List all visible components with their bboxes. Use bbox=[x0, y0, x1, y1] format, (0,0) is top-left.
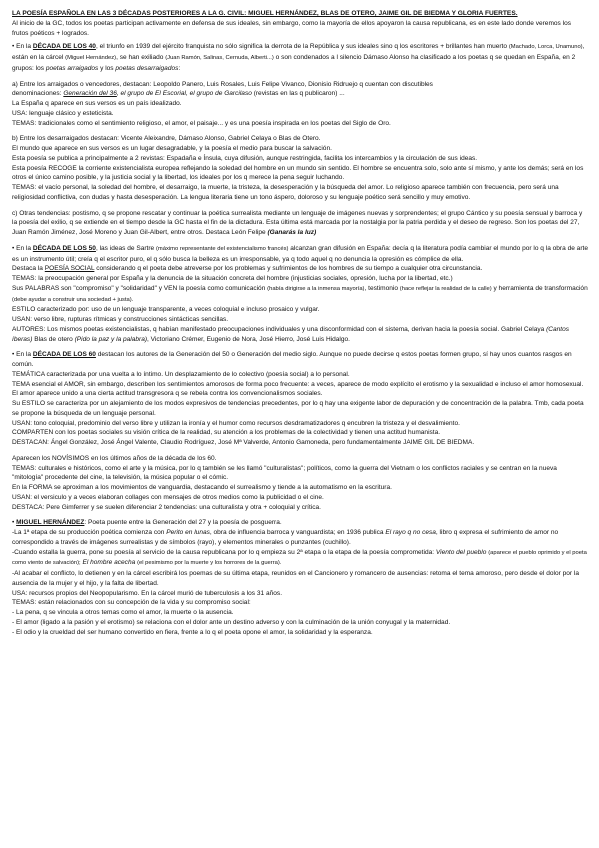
d50-l4d: (hace reflejar la realidad de la calle) bbox=[399, 285, 492, 292]
d60-line-2: TEMA esencial el AMOR, sin embargo, describen los sentimientos amorosos de forma poco frecuente: a veces, aparece de modo explícito el erotismo y la sexualidad e incluso el amor homosexual. El amor aparece unido a una cierta actitud transgresora q se rebela contra los convencionalismos sociales. bbox=[12, 380, 584, 398]
mh-l1a: -La 1ª etapa de su producción poética comienza con bbox=[12, 529, 165, 536]
d50-l4e: y herramienta de transformación bbox=[493, 284, 588, 292]
novisimos-line-2: TEMAS: culturales e históricos, como el arte y la música, por lo q también se les llamó "culturalistas"; políticos, como la guerra del Vietnam o los conflictos raciales y se centran en la nueva "mitología" procedente del cine, la televisión, la música popular o el cómic. bbox=[12, 464, 557, 482]
d40-paren-c: (Juan Ramón, Salinas, Cernuda, Alberti...) bbox=[165, 55, 274, 61]
section-c-tail: (Ganarás la luz) bbox=[267, 229, 317, 236]
bullet: • bbox=[12, 519, 15, 527]
section-c-paragraph bbox=[12, 209, 589, 238]
mh-l1c: , obra de influencia barroca y vanguardista; en 1936 publica bbox=[209, 529, 384, 536]
social-poetry-heading: POESÍA SOCIAL bbox=[44, 265, 95, 273]
d50-l7b: (Cantos íberas) bbox=[12, 325, 570, 343]
d40-text-a: , el triunfo en 1939 del ejército franquista no sólo significa la derrota de la República y sus ideales sino q los escritores + brillantes han muerto bbox=[95, 43, 507, 51]
novisimos-line-1: Aparecen los NOVÍSIMOS en los últimos años de la década de los 60. bbox=[12, 454, 217, 462]
mh-stage-2 bbox=[12, 548, 589, 570]
bullet: • En la bbox=[12, 351, 32, 359]
section-a-line-4: USA: lenguaje clásico y esteticista. bbox=[12, 109, 114, 117]
d60-text-a: destacan los autores de la Generación del 50 o Generación del medio siglo. Aunque no puede decirse q estos poetas formen grupo, sí hay unos cuantos rasgos en común. bbox=[12, 351, 572, 368]
decade-50-paragraph bbox=[12, 244, 589, 265]
section-b-line-4: Esta poesía RECOGE la corriente existencialista europea reflejando la soledad del hombre en un mundo sin sentido. El hombre se encuentra solo, solo ante sí mismo, y ante los demás; será en los otros el único camino posible, y la justicia social y la libertad, los ideales por los q merece la pena seguir luchando. bbox=[12, 164, 584, 182]
d60-line-5: COMPARTEN con los poetas sociales su visión crítica de la realidad, su atención a los problemas de la colectividad y tienen una actitud humanista. bbox=[12, 429, 441, 437]
section-a-line-1: a) Entre los arraigados o vencedores, destacan: Leopoldo Panero, Luis Rosales, Luis Felipe Vivanco, Dionisio Ridruejo q cuentan con discutibles bbox=[12, 80, 433, 88]
mh-themes: TEMAS: están relacionados con su concepción de la vida y su compromiso social: bbox=[12, 599, 251, 607]
bullet: • En la bbox=[12, 43, 32, 51]
d60-line-1: TEMÁTICA caracterizada por una vuelta a lo íntimo. Un desplazamiento de lo colectivo (poesía social) a lo personal. bbox=[12, 370, 350, 378]
d50-text-b: alcanzan gran difusión en España: decía q la literatura podía cambiar el mundo por lo q la obra de arte es un instrumento útil; creía q el escritor puro, el q sólo busca la belleza es un irresponsable, ya q todo aquel q no denuncia la opresión es cómplice de ella. bbox=[12, 244, 588, 263]
mh-l2d: El hombre acecha bbox=[82, 559, 136, 567]
social-poetry-line bbox=[12, 264, 589, 274]
d50-text-a: , las ideas de Sartre bbox=[95, 244, 155, 252]
mh-l1e: , libro q expresa el sufrimiento de amor no correspondido a través de imágenes surrealistas y de símbolos (rayo), y elementos minerales o punzantes (cuchillo). bbox=[12, 529, 559, 546]
d50-paren-a: (máximo representante del existencialismo francés) bbox=[156, 245, 289, 252]
d50-l4c: , testimonio bbox=[364, 284, 398, 292]
d60-line-3: Su ESTILO se caracteriza por un alejamiento de los modos expresivos de tendencias precedentes, por lo q hay una exigente labor de depuración y de concentración de la palabra. Tmb, cada poeta se propone la búsqueda de un lenguaje personal. bbox=[12, 400, 584, 417]
d50-themes: TEMAS: la preocupación general por España y la denuncia de la situación concreta del hombre (injusticias sociales, opresión, lucha por la libertad, etc.) bbox=[12, 275, 453, 282]
d50-l7c: Blas de otero bbox=[34, 335, 73, 343]
section-a-groups: , el grupo de El Escorial, el grupo de Garcilaso bbox=[116, 90, 252, 98]
decade-50-heading: DÉCADA DE LOS 50 bbox=[32, 244, 96, 252]
d40-paren-a: (Machado, Lorca, Unamuno) bbox=[508, 44, 583, 51]
d40-text-c: , se han exiliado bbox=[116, 54, 164, 61]
section-b-line-1: b) Entre los desarraigados destacan: Vicente Aleixandre, Dámaso Alonso, Gabriel Celaya o Blas de Otero. bbox=[12, 135, 321, 143]
page-title bbox=[12, 9, 589, 19]
d50-words bbox=[12, 284, 589, 306]
d50-authors bbox=[12, 325, 589, 345]
section-a-line-5: TEMAS: tradicionales como el sentimiento religioso, el amor, el paisaje... y es una poesía inspirada en los poetas del Siglo de Oro. bbox=[12, 119, 391, 127]
decade-60-heading: DÉCADA DE LOS 60 bbox=[32, 351, 96, 359]
decade-60-paragraph bbox=[12, 350, 589, 370]
bullet: • En la bbox=[12, 244, 32, 252]
decade-40-paragraph bbox=[12, 42, 589, 73]
d40-category-a: poetas arraigados bbox=[45, 64, 99, 72]
d50-l2a: Destaca la bbox=[12, 265, 43, 273]
decade-40-heading: DÉCADA DE LOS 40 bbox=[32, 43, 96, 51]
section-a-line-3: La España q aparece en sus versos es un país idealizado. bbox=[12, 100, 182, 107]
d60-line-6: DESTACAN: Ángel González, José Ángel Valente, Claudio Rodríguez, José Mª Valverde, Antonio Gamoneda, pero fundamentalmente JAIME GIL DE BIEDMA. bbox=[12, 439, 475, 446]
d60-line-4: USAN: tono coloquial, predominio del verso libre y utilizan la ironía y el humor como recursos desdramatizadores q encubren la tristeza y el desvalimiento. bbox=[12, 419, 460, 427]
generation-36: Generación del 36 bbox=[63, 90, 117, 98]
section-a-line-2 bbox=[12, 89, 589, 99]
miguel-hernandez-heading-line bbox=[12, 518, 589, 528]
mh-l1d: El rayo q no cesa bbox=[385, 529, 436, 536]
section-c-text: c) Otras tendencias: postismo, q se propone rescatar y continuar la poética surrealista mediante un lenguaje de imágenes nuevas y sorprendentes; el grupo Cántico y su poesía sensual y barroca y la poesía del exilio, q se extiende en el tiempo desde la GC hasta el fin de la dictadura. Esta última está marcada por la nostalgia por la patria perdida y el deseo de regreso. Son los poetas del 27, Juan Ramón Jiménez, José Moreno y Juan Gil-Albert, entre otros. Destaca León Felipe bbox=[12, 209, 583, 236]
intro-paragraph: Al inicio de la GC, todos los poetas participan activamente en defensa de sus ideales, sin embargo, como la mayoría de ellos apoyaron la causa republicana, es en este lado donde veremos los frutos poéticos + logrados. bbox=[12, 19, 571, 37]
d50-l4a: Sus PALABRAS son "compromiso" y "solidaridad" y VEN la poesía como comunicación bbox=[12, 284, 266, 292]
mh-l1b: Perito en lunas bbox=[166, 529, 210, 536]
d40-category-b: poetas desarraigados bbox=[115, 64, 179, 72]
mh-uses: USA: recursos propios del Neopopularismo. En la cárcel murió de tuberculosis a los 31 años. bbox=[12, 589, 283, 597]
d50-l4b: (había dirigirse a la inmensa mayoría) bbox=[267, 285, 365, 292]
mh-l2c: (aparece el pueblo oprimido y el poeta como viento de salvación); bbox=[12, 549, 587, 567]
mh-text-a: : Poeta puente entre la Generación del 27 y la poesía de posguerra. bbox=[84, 519, 282, 527]
mh-theme-3: - El odio y la crueldad del ser humano convertido en fiera, frente a lo q el poeta opone el amor, la solidaridad y la esperanza. bbox=[12, 628, 373, 636]
mh-l2b: Viento del pueblo bbox=[435, 548, 487, 556]
d50-l7: AUTORES: Los mismos poetas existencialistas, q habían manifestado preocupaciones individuales y una disconformidad con el sistema, derivan hacia la poesía social. Gabriel Celaya bbox=[12, 325, 545, 333]
d40-text-d: o son condenados a l silencio bbox=[275, 54, 362, 61]
mh-stage-1 bbox=[12, 528, 589, 548]
section-b-line-5: TEMAS: el vacío personal, la soledad del hombre, el desarraigo, la muerte, la tristeza, la desesperación y la búsqueda del amor. Lo religioso aparece también con frecuencia, pero será una religiosidad conflictiva, con dudas y hasta desesperación. La lengua literaria tiene un tono áspero, doloroso y su lenguaje poético será sencillo y muy emotivo. bbox=[12, 184, 559, 201]
novisimos-line-3: En la FORMA se aproximan a los movimientos de vanguardia, destacando el surrealismo y tiende a la automatismo en la escritura. bbox=[12, 484, 392, 491]
mh-stage-3: -Al acabar el conflicto, lo detienen y en la cárcel escribirá los poemas de su última etapa, reunidos en el Cancionero y romancero de ausencias: retoma el tema amoroso, pero desde el dolor por la ausencia de la mujer y el hijo, y la falta de libertad. bbox=[12, 570, 579, 587]
mh-theme-1: - La pena, q se vincula a otros temas como el amor, la muerte o la ausencia. bbox=[12, 609, 234, 616]
section-a-denominations: denominaciones: bbox=[12, 90, 62, 98]
d50-uses: USAN: verso libre, rupturas rítmicas y construcciones sintácticas sencillas. bbox=[12, 316, 229, 323]
section-b-line-2: El mundo que aparece en sus versos es un lugar desagradable, y la poesía el medio para buscar la salvación. bbox=[12, 145, 332, 152]
novisimos-line-5: DESTACA: Pere Gimferrer y se suelen diferenciar 2 tendencias: una culturalista y otra + coloquial y crítica. bbox=[12, 503, 321, 511]
mh-theme-2: - El amor (ligado a la pasión y el erotismo) se relaciona con el dolor ante un destino adverso y con la culminación de la unión conyugal y la maternidad. bbox=[12, 618, 451, 626]
section-a-journals: (revistas en las q publicaron) ... bbox=[253, 90, 345, 98]
novisimos-line-4: USAN: el versiculo y a veces elaboran collages con mensajes de otros medios como la publicidad o el cine. bbox=[12, 493, 324, 501]
miguel-hernandez-heading: MIGUEL HERNÁNDEZ bbox=[16, 519, 85, 527]
section-b-line-3: Esta poesía se publica a principalmente a 2 revistas: Espadaña e Ínsula, cuya difusión, aunque restringida, facilita los intercambios y la circulación de sus ideas. bbox=[12, 154, 478, 162]
d40-text-e: Dámaso Alonso ha clasificado a los poetas q se quedan en España, en 2 grupos: los bbox=[12, 54, 576, 72]
d40-paren-b: (Miguel Hernández) bbox=[65, 55, 117, 61]
mh-l2a: -Cuando estalla la guerra, pone su poesía al servicio de la causa republicana por lo q empieza su 2ª etapa o la etapa de la poesía comprometida: bbox=[12, 548, 435, 556]
d40-text-b: , están en la cárcel bbox=[12, 43, 585, 61]
d50-style: ESTILO caracterizado por: uso de un lenguaje transparente, a veces coloquial e incluso prosaico y vulgar. bbox=[12, 306, 320, 314]
d50-l7d: (Pido la paz y la palabra) bbox=[74, 335, 148, 343]
d50-l4f: (debe ayudar a construir una sociedad + justa). bbox=[12, 296, 134, 303]
d40-text-g: : bbox=[178, 64, 181, 72]
d50-l2b: considerando q el poeta debe atreverse por los problemas y sufrimientos de los hombres de su tiempo a cualquier otra circunstancia. bbox=[96, 265, 483, 273]
d40-text-f: y los bbox=[100, 64, 114, 72]
title-text: LA POESÍA ESPAÑOLA EN LAS 3 DÉCADAS POSTERIORES A LA G. CIVIL: MIGUEL HERNÁNDEZ, BLAS DE OTERO, JAIME GIL DE BIEDMA Y GLORIA FUERTES. bbox=[12, 10, 518, 17]
mh-l2e: (el pesimismo por la muerte y los horrores de la guerra). bbox=[137, 560, 282, 567]
d50-l7e: , Victoriano Crémer, Eugenio de Nora, José Hierro, José Luis Hidalgo. bbox=[147, 335, 350, 343]
